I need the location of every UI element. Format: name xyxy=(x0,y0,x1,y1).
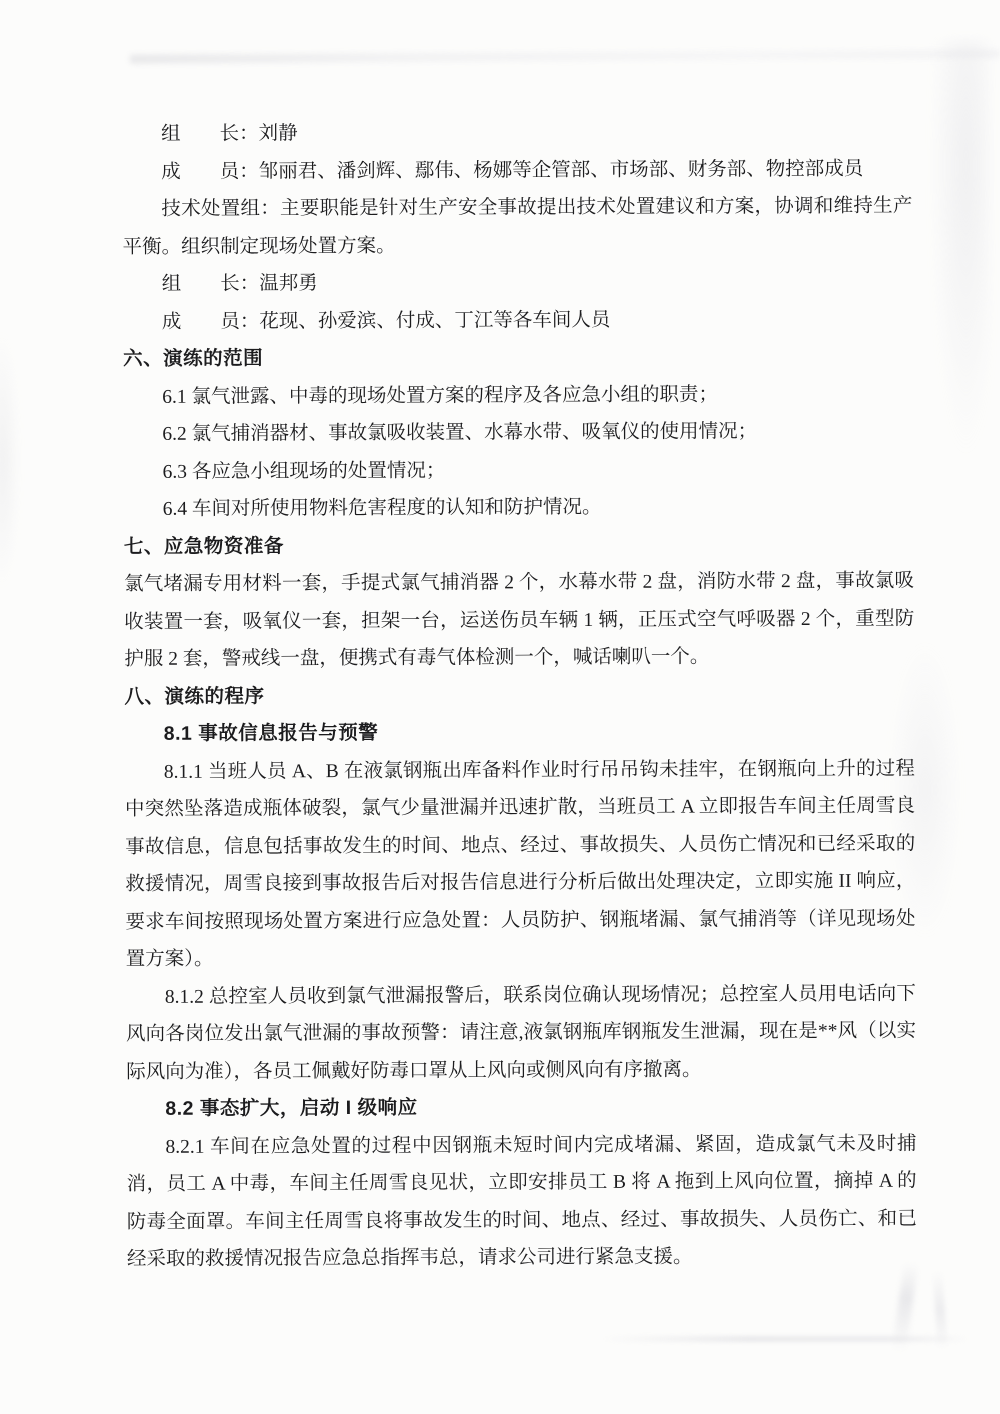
list-item-6-2: 6.2 氯气捕消器材、事故氯吸收装置、水幕水带、吸氧仪的使用情况； xyxy=(162,421,758,445)
member-line-members-2: 成 员：花现、孙爱滨、付成、丁江等各车间人员 xyxy=(161,309,611,333)
paper-crease-top xyxy=(130,49,1000,63)
subheading-8-2-level-1-response: 8.2 事态扩大，启动 I 级响应 xyxy=(165,1096,418,1120)
member-line-group-leader-1: 组 长：刘静 xyxy=(161,123,298,145)
paper-crease-left xyxy=(0,330,20,590)
paragraph-8-2-1: 8.2.1 车间在应急处置的过程中因钢瓶未短时间内完成堵漏、紧固，造成氯气未及时捕消，员工 A 中毒，车间主任周雪良见状，立即安排员工 B 将 A 拖到上风向位置，摘掉 A 的防毒全面罩。车间主任周雪良将事故发生的时间、地点、经过、事故损失、人员伤亡、和已经采取的救援情况报告应急总指挥韦总，请求公司进行紧急支援。 xyxy=(126,1133,917,1270)
section-heading-7-emergency-supplies: 七、应急物资准备 xyxy=(123,534,284,558)
member-line-group-leader-2: 组 长：温邦勇 xyxy=(161,273,318,295)
paragraph-8-1-2: 8.1.2 总控室人员收到氯气泄漏报警后，联系岗位确认现场情况；总控室人员用电话向下风向各岗位发出氯气泄漏的事故预警：请注意,液氯钢瓶库钢瓶发生泄漏，现在是**风（以实际风向为准），各员工佩戴好防毒口罩从上风向或侧风向有序撤离。 xyxy=(125,983,917,1083)
document-content xyxy=(122,113,917,1279)
list-item-6-1: 6.1 氯气泄露、中毒的现场处置方案的程序及各应急小组的职责； xyxy=(162,383,719,408)
paragraph-8-1-1: 8.1.1 当班人员 A、B 在液氯钢瓶出库备料作业时行吊吊钩未挂牢，在钢瓶向上升的过程中突然坠落造成瓶体破裂，氯气少量泄漏并迅速扩散，当班员工 A 立即报告车间主任周雪良事故信息，信息包括事故发生的时间、地点、经过、事故损失、人员伤亡情况和已经采取的救援情况，周雪良接到事故报告后对报告信息进行分析后做出处理决定，立即实施 II 响应，要求车间按照现场处置方案进行应急处置：人员防护、钢瓶堵漏、氯气捕消等（详见现场处置方案）。 xyxy=(124,758,916,970)
list-item-6-4: 6.4 车间对所使用物料危害程度的认知和防护情况。 xyxy=(162,496,602,520)
paper-crease-bottom-line xyxy=(600,1336,970,1342)
paragraph-supplies-list: 氯气堵漏专用材料一套，手提式氯气捕消器 2 个，水幕水带 2 盘，消防水带 2 盘，事故氯吸收装置一套，吸氧仪一套，担架一台，运送伤员车辆 1 辆，正压式空气呼吸器 2 个，重型防护服 2 套，警戒线一盘，便携式有毒气体检测一个，喊话喇叭一个。 xyxy=(123,570,915,670)
list-item-6-3: 6.3 各应急小组现场的处置情况； xyxy=(162,460,446,483)
member-line-members-1: 成 员：邹丽君、潘剑辉、鄢伟、杨娜等企管部、市场部、财务部、物控部成员 xyxy=(161,158,864,183)
paragraph-tech-disposal-group: 技术处置组：主要职能是针对生产安全事故提出技术处置建议和方案，协调和维持生产平衡。组织制定现场处置方案。 xyxy=(122,195,913,258)
section-heading-6-drill-scope: 六、演练的范围 xyxy=(123,347,264,370)
paper-crease-bottom-2 xyxy=(932,1270,948,1351)
paper-crease-right-top xyxy=(930,40,990,460)
section-heading-8-drill-procedure: 八、演练的程序 xyxy=(124,684,265,708)
subheading-8-1-incident-report-warning: 8.1 事故信息报告与预警 xyxy=(163,721,379,745)
